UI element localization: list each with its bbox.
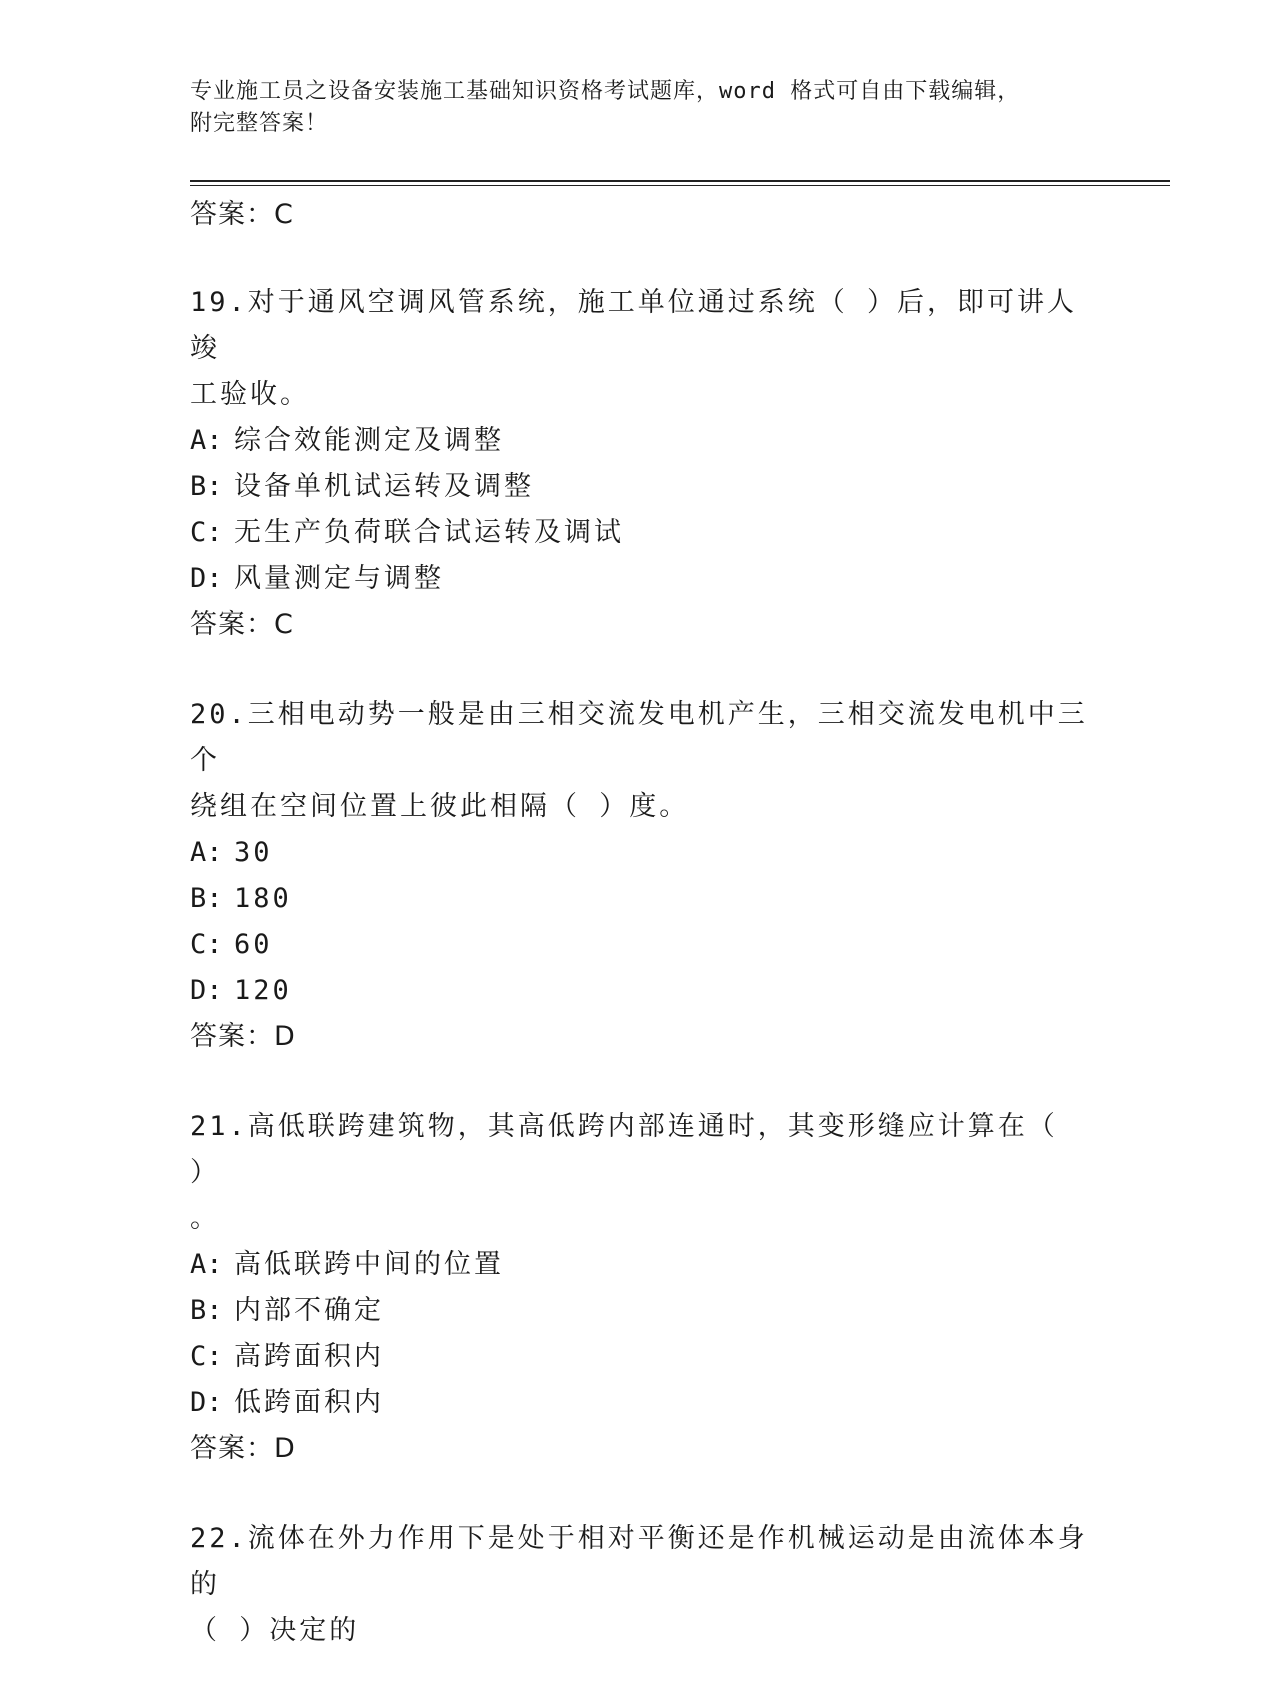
question-text xyxy=(190,280,1090,418)
option-text: 低跨面积内 xyxy=(234,1387,384,1418)
option-text: 120 xyxy=(234,975,292,1006)
question-19 xyxy=(190,280,1090,648)
option-c xyxy=(190,922,1090,968)
option-a xyxy=(190,830,1090,876)
option-a xyxy=(190,418,1090,464)
question-20 xyxy=(190,692,1090,1060)
option-letter: D: xyxy=(190,1387,223,1418)
question-body: 三相电动势一般是由三相交流发电机产生，三相交流发电机中三个 绕组在空间位置上彼此相隔（ ）度。 xyxy=(190,699,1088,822)
answer-line: 答案：D xyxy=(190,1433,296,1464)
option-b xyxy=(190,1288,1090,1334)
option-letter: C: xyxy=(190,517,223,548)
option-d xyxy=(190,556,1090,602)
option-letter: B: xyxy=(190,1295,223,1326)
question-body: 高低联跨建筑物，其高低跨内部连通时，其变形缝应计算在（ ） 。 xyxy=(190,1111,1058,1234)
option-letter: D: xyxy=(190,563,223,594)
option-letter: C: xyxy=(190,929,223,960)
option-text: 高低联跨中间的位置 xyxy=(234,1249,504,1280)
question-21 xyxy=(190,1104,1090,1472)
option-text: 60 xyxy=(234,929,273,960)
answer-line: 答案：D xyxy=(190,1021,296,1052)
question-text xyxy=(190,1104,1090,1242)
option-a xyxy=(190,1242,1090,1288)
option-c xyxy=(190,1334,1090,1380)
header-divider-thick xyxy=(190,180,1170,182)
option-d xyxy=(190,1380,1090,1426)
question-body: 对于通风空调风管系统，施工单位通过系统（ ）后，即可讲人竣 工验收。 xyxy=(190,287,1078,410)
header-line-2: 附完整答案！ xyxy=(190,111,329,136)
answer-line: 答案：C xyxy=(190,609,294,640)
option-letter: B: xyxy=(190,471,223,502)
option-d xyxy=(190,968,1090,1014)
option-c xyxy=(190,510,1090,556)
option-text: 180 xyxy=(234,883,292,914)
question-body: 流体在外力作用下是处于相对平衡还是作机械运动是由流体本身的 （ ）决定的 xyxy=(190,1523,1088,1646)
option-letter: B: xyxy=(190,883,223,914)
option-letter: A: xyxy=(190,837,223,868)
question-22 xyxy=(190,1516,1090,1654)
option-text: 综合效能测定及调整 xyxy=(234,425,504,456)
question-number: 21. xyxy=(190,1111,248,1142)
document-header xyxy=(190,76,1090,140)
option-letter: A: xyxy=(190,425,223,456)
option-text: 高跨面积内 xyxy=(234,1341,384,1372)
option-text: 无生产负荷联合试运转及调试 xyxy=(234,517,624,548)
option-letter: D: xyxy=(190,975,223,1006)
option-b xyxy=(190,876,1090,922)
header-line-1: 专业施工员之设备安装施工基础知识资格考试题库，word 格式可自由下载编辑， xyxy=(190,79,1021,104)
option-letter: A: xyxy=(190,1249,223,1280)
option-text: 30 xyxy=(234,837,273,868)
option-text: 风量测定与调整 xyxy=(234,563,444,594)
previous-answer: 答案：C xyxy=(190,199,294,230)
question-number: 19. xyxy=(190,287,248,318)
option-text: 内部不确定 xyxy=(234,1295,384,1326)
question-list xyxy=(190,280,1090,1698)
question-text xyxy=(190,1516,1090,1654)
option-text: 设备单机试运转及调整 xyxy=(234,471,534,502)
header-divider-thin xyxy=(190,185,1170,186)
question-text xyxy=(190,692,1090,830)
option-b xyxy=(190,464,1090,510)
question-number: 20. xyxy=(190,699,248,730)
option-letter: C: xyxy=(190,1341,223,1372)
question-number: 22. xyxy=(190,1523,248,1554)
